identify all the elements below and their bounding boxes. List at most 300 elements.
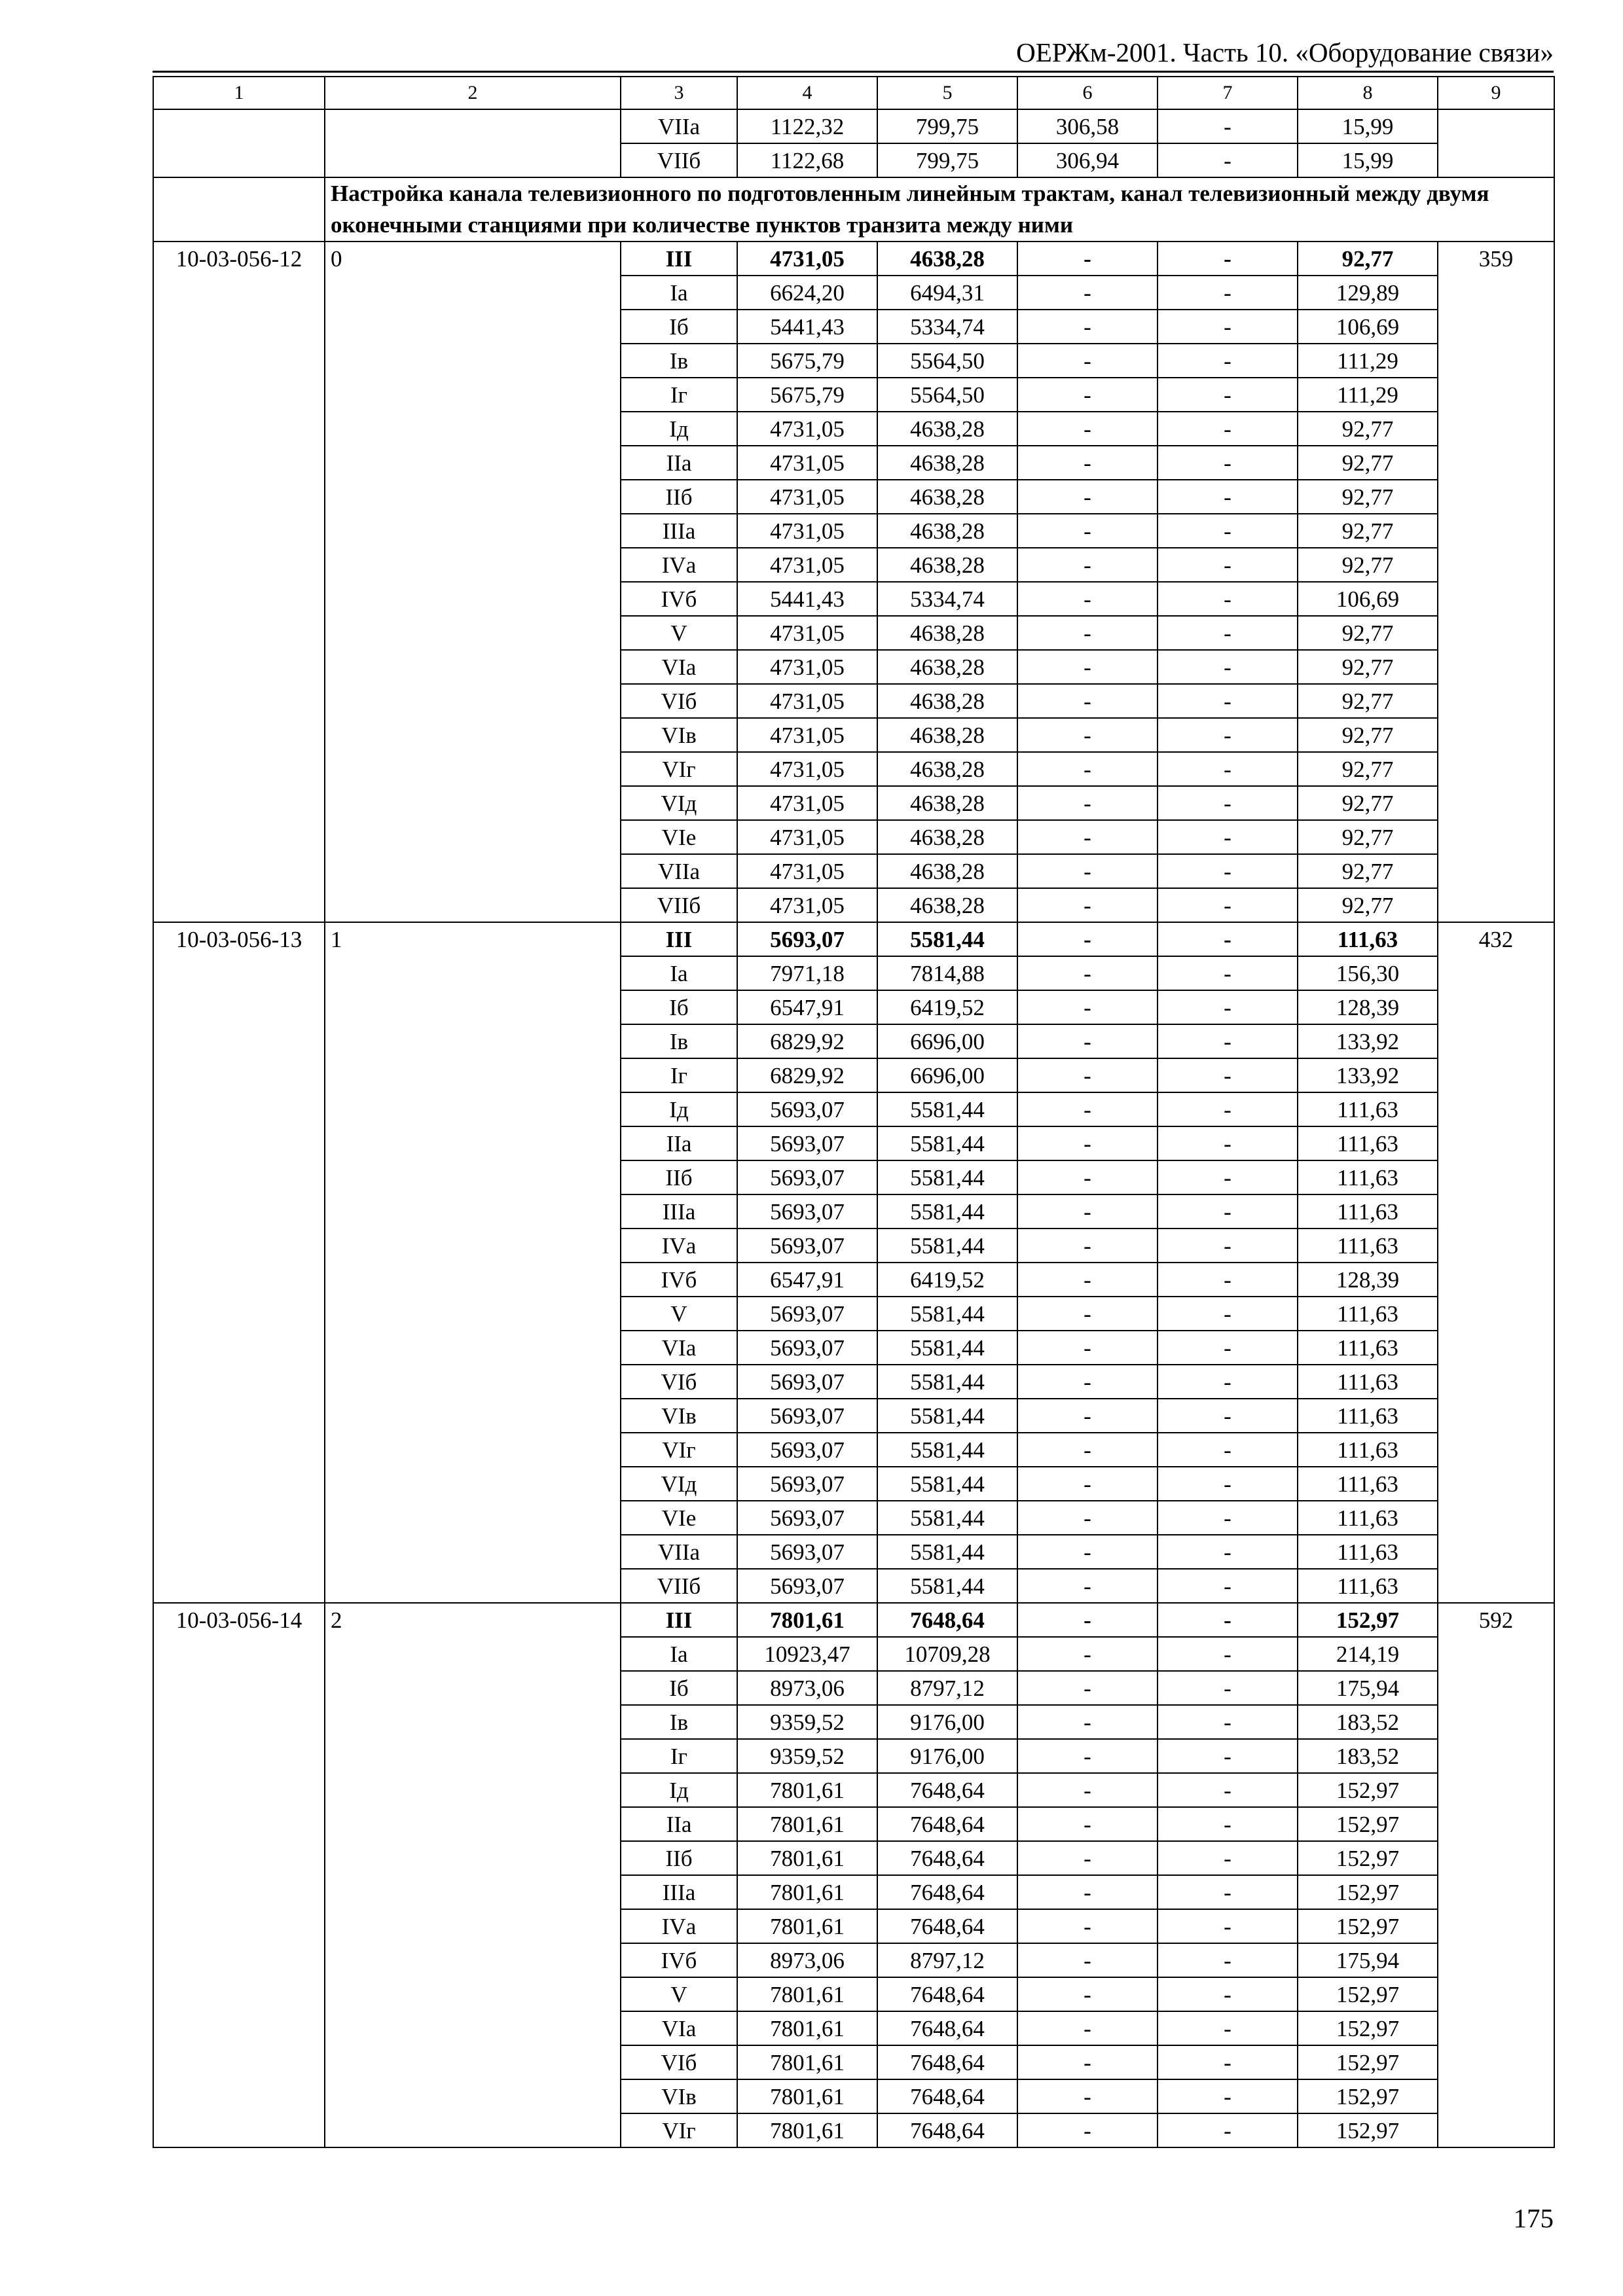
table-cell: 4638,28 [877,786,1017,820]
table-cell: VIа [621,1331,737,1365]
table-cell: 152,97 [1298,1841,1438,1875]
table-cell: 7801,61 [737,1807,877,1841]
table-cell: - [1158,752,1298,786]
table-cell: 4731,05 [737,480,877,514]
table-cell: 7648,64 [877,1603,1017,1637]
column-header: 1 [153,77,325,109]
table-cell: 799,75 [877,109,1017,143]
table-cell: - [1017,1977,1158,2011]
table-cell: - [1158,2079,1298,2113]
table-cell: 6494,31 [877,276,1017,310]
table-cell: 10709,28 [877,1637,1017,1671]
table-cell: 5581,44 [877,1331,1017,1365]
table-cell: IIа [621,1126,737,1160]
table-cell: - [1158,1875,1298,1909]
table-cell: - [1017,1160,1158,1194]
table-cell: 5581,44 [877,1194,1017,1229]
table-cell: 7814,88 [877,956,1017,990]
column-header: 2 [325,77,621,109]
table-cell: 306,94 [1017,143,1158,177]
table-cell: - [1158,1943,1298,1977]
page-number: 175 [1513,2203,1554,2233]
transit-cell: 2 [325,1603,621,2147]
table-cell: 7648,64 [877,1841,1017,1875]
table-cell: 152,97 [1298,1603,1438,1637]
section-title: Настройка канала телевизионного по подготовленным линейным трактам, канал телевизионный между двумя оконечными станциями при количестве пунктов транзита между ними [325,177,1554,242]
column-header: 6 [1017,77,1158,109]
table-cell: 111,29 [1298,378,1438,412]
table-cell: - [1158,1160,1298,1194]
table-cell: - [1017,582,1158,616]
table-cell: - [1158,1229,1298,1263]
table-cell: VIг [621,1433,737,1467]
table-cell: 152,97 [1298,2045,1438,2079]
table-cell: VIв [621,2079,737,2113]
table-cell: - [1017,1399,1158,1433]
column-header: 8 [1298,77,1438,109]
table-cell: VIд [621,1467,737,1501]
table-cell: - [1017,956,1158,990]
table-cell: 152,97 [1298,2113,1438,2147]
table-cell: 7648,64 [877,2079,1017,2113]
table-cell: 92,77 [1298,650,1438,684]
table-cell: 4638,28 [877,548,1017,582]
table-cell: 5581,44 [877,1126,1017,1160]
table-cell: - [1017,990,1158,1024]
table-cell: 5441,43 [737,582,877,616]
code-cell: 10-03-056-12 [153,242,325,922]
table-cell: - [1017,1126,1158,1160]
table-cell: 152,97 [1298,1909,1438,1943]
table-cell: - [1158,1126,1298,1160]
table-cell: - [1017,2079,1158,2113]
table-cell: 111,63 [1298,1501,1438,1535]
table-cell: 9359,52 [737,1739,877,1773]
table-cell: VIд [621,786,737,820]
table-cell: - [1017,1024,1158,1058]
table-cell: - [1017,1467,1158,1501]
table-cell: 5693,07 [737,1092,877,1126]
table-cell: - [1158,1399,1298,1433]
table-cell: - [1158,344,1298,378]
table-cell: 4731,05 [737,854,877,888]
table-cell: 6624,20 [737,276,877,310]
table-cell: VIб [621,1365,737,1399]
table-cell: - [1017,820,1158,854]
table-cell: VIIб [621,1569,737,1603]
table-cell: - [1158,2113,1298,2147]
table-cell: 7648,64 [877,2045,1017,2079]
table-cell: 4731,05 [737,684,877,718]
table-cell: - [1017,888,1158,922]
column-header: 3 [621,77,737,109]
table-cell: Iд [621,1092,737,1126]
table-cell: 7971,18 [737,956,877,990]
table-cell: 111,63 [1298,1160,1438,1194]
table-cell: 5693,07 [737,1569,877,1603]
table-cell: 129,89 [1298,276,1438,310]
table-cell: 5334,74 [877,582,1017,616]
table-cell: - [1017,514,1158,548]
table-cell: - [1017,1807,1158,1841]
table-cell: VIIб [621,888,737,922]
table-cell: 92,77 [1298,752,1438,786]
table-cell: 111,63 [1298,1297,1438,1331]
table-cell: 5581,44 [877,1501,1017,1535]
table-cell: - [1017,1229,1158,1263]
table-cell: 156,30 [1298,956,1438,990]
table-cell: 106,69 [1298,582,1438,616]
table-cell: 7648,64 [877,1977,1017,2011]
table-cell: - [1158,1331,1298,1365]
table-cell: - [1017,480,1158,514]
table-cell: - [1158,990,1298,1024]
table-cell: 5564,50 [877,344,1017,378]
table-cell: 4638,28 [877,446,1017,480]
table-cell: 6547,91 [737,990,877,1024]
table-cell: III [621,242,737,276]
table-cell: VIIа [621,854,737,888]
table-cell: 92,77 [1298,684,1438,718]
table-cell: IIб [621,480,737,514]
table-cell: 5693,07 [737,1433,877,1467]
table-cell: 111,63 [1298,1331,1438,1365]
table-cell: 133,92 [1298,1058,1438,1092]
table-cell: 4731,05 [737,650,877,684]
table-cell: 799,75 [877,143,1017,177]
table-cell: - [1158,820,1298,854]
table-cell: - [1158,1263,1298,1297]
table-cell: IIIа [621,1194,737,1229]
table-cell: - [1017,1909,1158,1943]
table-cell: - [1017,1841,1158,1875]
column-header: 9 [1438,77,1554,109]
transit-cell [325,109,621,177]
table-cell: - [1158,412,1298,446]
table-cell: 7801,61 [737,1603,877,1637]
table-cell: - [1158,1433,1298,1467]
table-cell: 5693,07 [737,1365,877,1399]
table-cell: 4731,05 [737,446,877,480]
table-cell: 4638,28 [877,752,1017,786]
table-cell: 1122,68 [737,143,877,177]
table-cell: 9176,00 [877,1705,1017,1739]
table-cell: - [1158,446,1298,480]
table-cell: Iг [621,378,737,412]
table-cell: 106,69 [1298,310,1438,344]
last-col-cell: 432 [1438,922,1554,1603]
table-cell: 7801,61 [737,1841,877,1875]
table-cell: Iа [621,276,737,310]
table-cell: - [1158,1807,1298,1841]
table-cell: 5693,07 [737,1399,877,1433]
table-cell: IVб [621,1943,737,1977]
table-cell: IVб [621,582,737,616]
table-cell: 111,63 [1298,1126,1438,1160]
table-cell: 111,63 [1298,1535,1438,1569]
table-cell: 9176,00 [877,1739,1017,1773]
table-cell: - [1158,650,1298,684]
table-cell: 4638,28 [877,480,1017,514]
table-cell: - [1017,1092,1158,1126]
table-cell: 7648,64 [877,1807,1017,1841]
table-cell: 5581,44 [877,1365,1017,1399]
table-cell: 7648,64 [877,1875,1017,1909]
table-cell: 214,19 [1298,1637,1438,1671]
table-cell: IVа [621,1909,737,1943]
column-header-row [153,77,1554,109]
table-cell: 4638,28 [877,412,1017,446]
table-cell: 7648,64 [877,2113,1017,2147]
table-cell: 111,63 [1298,1092,1438,1126]
table-cell: VIе [621,1501,737,1535]
table-cell: 4638,28 [877,242,1017,276]
table-cell: - [1017,1773,1158,1807]
table-cell: - [1158,1637,1298,1671]
table-cell: V [621,616,737,650]
table-cell: 5693,07 [737,1467,877,1501]
table-cell: 5581,44 [877,922,1017,956]
table-cell: - [1158,1977,1298,2011]
table-cell: VIв [621,1399,737,1433]
table-cell: 8797,12 [877,1943,1017,1977]
table-cell: - [1017,1739,1158,1773]
section-row [153,177,1554,242]
table-cell: 5693,07 [737,1331,877,1365]
table-cell: - [1017,684,1158,718]
table-cell: 5581,44 [877,1433,1017,1467]
table-cell: - [1158,1467,1298,1501]
table-cell: - [1017,1535,1158,1569]
table-cell: 4731,05 [737,888,877,922]
table-cell: 9359,52 [737,1705,877,1739]
table-cell: - [1158,242,1298,276]
table-cell: 5693,07 [737,1535,877,1569]
table-cell: 183,52 [1298,1739,1438,1773]
table-cell: 4731,05 [737,786,877,820]
table-cell: - [1017,1637,1158,1671]
table-cell: 128,39 [1298,990,1438,1024]
table-cell: 7648,64 [877,2011,1017,2045]
table-cell: 4638,28 [877,888,1017,922]
table-cell: - [1158,1501,1298,1535]
table-cell: III [621,1603,737,1637]
table-cell: 5581,44 [877,1297,1017,1331]
table-cell: 152,97 [1298,1977,1438,2011]
table-cell: III [621,922,737,956]
table-cell: - [1158,1365,1298,1399]
table-cell: - [1158,854,1298,888]
code-cell [153,109,325,177]
table-cell: - [1017,1194,1158,1229]
table-cell: 92,77 [1298,514,1438,548]
table-cell: V [621,1297,737,1331]
section-spacer [153,177,325,242]
table-cell: 4638,28 [877,718,1017,752]
table-cell: 8797,12 [877,1671,1017,1705]
table-cell: Iд [621,1773,737,1807]
table-cell: 4731,05 [737,820,877,854]
table-cell: 111,63 [1298,1194,1438,1229]
table-cell: 15,99 [1298,143,1438,177]
table-cell: 5693,07 [737,922,877,956]
table-cell: - [1158,1841,1298,1875]
table-cell: Iб [621,990,737,1024]
table-cell: 7801,61 [737,1773,877,1807]
table-cell: - [1017,786,1158,820]
table-cell: 7801,61 [737,2045,877,2079]
table-cell: - [1158,480,1298,514]
table-cell: IIIа [621,514,737,548]
table-row [153,242,1554,276]
table-cell: - [1158,514,1298,548]
table-cell: IIб [621,1841,737,1875]
table-cell: 111,63 [1298,1229,1438,1263]
table-cell: VIб [621,684,737,718]
table-cell: 7801,61 [737,1875,877,1909]
table-cell: 7801,61 [737,2113,877,2147]
table-cell: 5581,44 [877,1160,1017,1194]
table-cell: - [1158,1535,1298,1569]
table-cell: 152,97 [1298,1807,1438,1841]
table-cell: VIIа [621,1535,737,1569]
table-cell: - [1017,242,1158,276]
transit-cell: 0 [325,242,621,922]
table-cell: 5693,07 [737,1501,877,1535]
table-cell: IIа [621,446,737,480]
table-cell: - [1158,1194,1298,1229]
table-cell: 4638,28 [877,650,1017,684]
table-cell: - [1158,1024,1298,1058]
table-cell: 111,63 [1298,1433,1438,1467]
table-cell: 111,63 [1298,1365,1438,1399]
table-cell: 92,77 [1298,446,1438,480]
table-cell: - [1017,378,1158,412]
table-cell: 92,77 [1298,412,1438,446]
code-cell: 10-03-056-13 [153,922,325,1603]
table-cell: VIе [621,820,737,854]
table-cell: - [1017,1297,1158,1331]
table-cell: 5675,79 [737,378,877,412]
table-cell: IVб [621,1263,737,1297]
table-cell: - [1017,2011,1158,2045]
table-cell: - [1158,378,1298,412]
table-cell: - [1158,1773,1298,1807]
table-cell: 152,97 [1298,1773,1438,1807]
table-cell: - [1017,2045,1158,2079]
table-cell: - [1158,1297,1298,1331]
table-cell: 6419,52 [877,1263,1017,1297]
table-cell: 152,97 [1298,1875,1438,1909]
table-cell: 5693,07 [737,1229,877,1263]
table-cell: 6547,91 [737,1263,877,1297]
table-cell: 5581,44 [877,1229,1017,1263]
table-cell: 5334,74 [877,310,1017,344]
table-cell: 92,77 [1298,888,1438,922]
table-cell: 4731,05 [737,752,877,786]
table-cell: - [1017,1569,1158,1603]
table-cell: - [1158,1569,1298,1603]
table-cell: 92,77 [1298,548,1438,582]
table-cell: - [1158,1671,1298,1705]
table-cell: 8973,06 [737,1943,877,1977]
table-cell: - [1017,344,1158,378]
last-col-cell: 359 [1438,242,1554,922]
table-cell: 111,63 [1298,1467,1438,1501]
table-cell: 111,63 [1298,922,1438,956]
table-cell: 4731,05 [737,242,877,276]
table-cell: 5564,50 [877,378,1017,412]
table-cell: 8973,06 [737,1671,877,1705]
price-table [153,76,1555,2148]
table-cell: 92,77 [1298,718,1438,752]
table-cell: 306,58 [1017,109,1158,143]
table-cell: VIIа [621,109,737,143]
table-cell: 128,39 [1298,1263,1438,1297]
table-row [153,1603,1554,1637]
table-cell: 111,63 [1298,1569,1438,1603]
table-cell: 4731,05 [737,718,877,752]
table-cell: - [1017,650,1158,684]
table-cell: Iв [621,1024,737,1058]
table-cell: 5581,44 [877,1569,1017,1603]
table-cell: VIг [621,2113,737,2147]
transit-cell: 1 [325,922,621,1603]
code-cell: 10-03-056-14 [153,1603,325,2147]
table-cell: - [1158,1603,1298,1637]
table-row [153,109,1554,143]
table-cell: 5693,07 [737,1126,877,1160]
table-cell: VIIб [621,143,737,177]
table-cell: VIа [621,650,737,684]
table-cell: - [1158,1092,1298,1126]
table-cell: 10923,47 [737,1637,877,1671]
table-cell: 4638,28 [877,616,1017,650]
last-col-cell: 592 [1438,1603,1554,2147]
table-cell: IVа [621,548,737,582]
table-cell: Iв [621,344,737,378]
table-cell: - [1158,1058,1298,1092]
table-cell: 152,97 [1298,2011,1438,2045]
table-cell: - [1017,412,1158,446]
table-cell: 1122,32 [737,109,877,143]
table-cell: 4638,28 [877,514,1017,548]
table-cell: - [1158,310,1298,344]
table-cell: 92,77 [1298,786,1438,820]
table-cell: 152,97 [1298,2079,1438,2113]
table-cell: 7648,64 [877,1773,1017,1807]
table-cell: 6696,00 [877,1058,1017,1092]
table-cell: 7648,64 [877,1909,1017,1943]
table-cell: - [1017,1331,1158,1365]
table-cell: IVа [621,1229,737,1263]
table-cell: - [1017,310,1158,344]
table-cell: - [1158,1705,1298,1739]
table-cell: - [1017,1433,1158,1467]
column-header: 7 [1158,77,1298,109]
table-cell: - [1017,276,1158,310]
table-cell: 5581,44 [877,1535,1017,1569]
table-cell: Iг [621,1058,737,1092]
table-cell: - [1017,1875,1158,1909]
table-cell: 175,94 [1298,1943,1438,1977]
table-cell: Iб [621,310,737,344]
page-header: ОЕРЖм-2001. Часть 10. «Оборудование связи» [1016,37,1554,67]
table-cell: - [1158,1909,1298,1943]
table-cell: - [1017,1943,1158,1977]
table-cell: 5675,79 [737,344,877,378]
table-cell: - [1017,854,1158,888]
